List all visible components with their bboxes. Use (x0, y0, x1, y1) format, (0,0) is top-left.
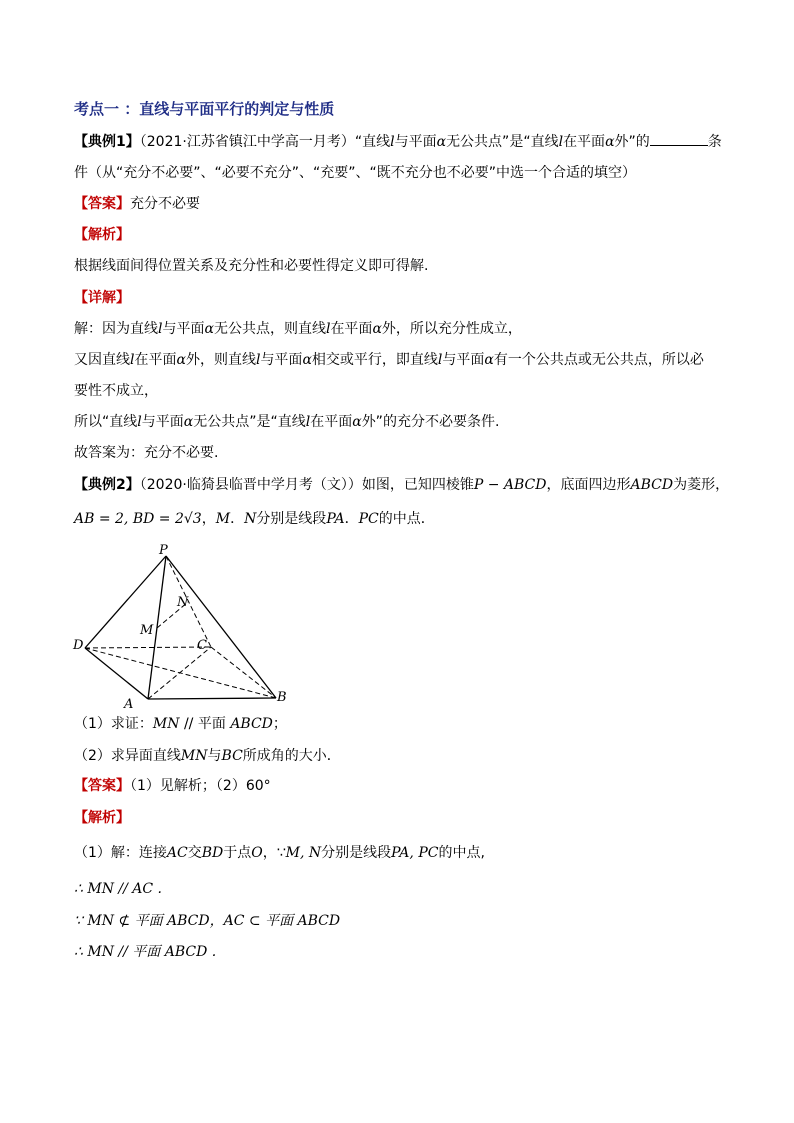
detail-text: 在平面 (330, 321, 373, 337)
ex2-tag: 【典例2】 (74, 477, 140, 493)
math-l: l (255, 352, 261, 368)
math-mn: MN (180, 748, 208, 764)
sub-text: （2）求异面直线 (74, 748, 181, 764)
detail-line3: 要性不成立， (74, 383, 158, 399)
solution-text: ，∵ (262, 845, 286, 861)
detail-text: 在平面 (310, 414, 353, 430)
math-l: l (137, 414, 142, 430)
math-l: l (437, 352, 443, 368)
section-heading: 考点一 ：直线与平面平行的判定与性质 (74, 100, 335, 118)
edge-pb (166, 556, 276, 698)
detail-text: 外，所以充分性成立， (381, 321, 522, 337)
math-alpha: α (176, 352, 186, 368)
detail-text: 与平面 (260, 352, 303, 368)
solution-text: 交 (187, 845, 202, 861)
math-alpha: α (436, 134, 447, 150)
detail-text: 在平面 (134, 352, 177, 368)
solution-text: （1）解：连接 (74, 845, 167, 861)
sub-question-2 (74, 746, 341, 766)
ex2-text: ． (230, 511, 245, 527)
ex2-source: （2020·临猗县临晋中学月考（文）） (139, 477, 362, 493)
ex2-text: 分别是线段 (256, 511, 327, 527)
ex2-text: 如图，已知四棱锥 (361, 477, 474, 493)
ex1-source: （2021·江苏省镇江中学高一月考） (139, 134, 355, 150)
edge-ab (148, 698, 276, 699)
label-m: M (140, 623, 154, 638)
detail-text: 外，则直线 (185, 352, 256, 368)
solution-line3 (74, 911, 340, 931)
ex1-text: 无公共点”是“直线 (446, 134, 559, 150)
ex1-text: 条 (707, 134, 722, 150)
detail-text: 所以“直线 (74, 414, 138, 430)
math-pyramid: P − ABCD (473, 477, 547, 493)
math-pa-pc: PA, PC (391, 845, 439, 861)
math-o: O (251, 845, 263, 861)
sub-text: （1）求证： (74, 716, 153, 732)
math-base: ABCD (630, 477, 674, 493)
detail-text: 相交或平行，即直线 (311, 352, 438, 368)
ex2-text: 的中点． (378, 511, 435, 527)
solution-text: 于点 (223, 845, 252, 861)
label-b: B (277, 690, 287, 705)
label-n: N (177, 595, 189, 610)
detail-text: 无公共点，则直线 (213, 321, 326, 337)
ex2-text: ，底面四边形 (546, 477, 631, 493)
ex1-text: 与平面 (394, 134, 437, 150)
answer-tag: 【答案】 (74, 196, 130, 212)
math-alpha: α (484, 352, 494, 368)
detail-text: 又因直线 (74, 352, 130, 368)
math-l: l (130, 352, 135, 368)
detail-text: 外”的充分不必要条件. (361, 414, 500, 430)
label-p: P (159, 543, 168, 558)
math-alpha: α (183, 414, 194, 430)
ex2-answer-line (74, 776, 271, 796)
sub-text: 所成角的大小． (242, 748, 341, 764)
math-alpha: α (372, 321, 382, 337)
math-alpha: α (302, 352, 312, 368)
math-alpha: α (204, 321, 214, 337)
ex2-text: ， (201, 511, 216, 527)
ex1-question-line2: 件（从“充分不必要”、“必要不充分”、“充要”、“既不充分也不必要”中选一个合适的填空） (74, 165, 637, 181)
detail-line1 (74, 319, 522, 339)
detail-text: 与平面 (141, 414, 184, 430)
answer-blank (650, 131, 708, 146)
solution-text: 的中点, (438, 845, 485, 861)
math-bc: BC (221, 748, 243, 764)
math-pa: PA (326, 511, 345, 527)
detail-tag: 【详解】 (74, 290, 130, 306)
math-l: l (305, 414, 311, 430)
edge-da (85, 648, 148, 699)
math-l: l (158, 321, 163, 337)
math-m: M (215, 511, 231, 527)
detail-text: 无公共点”是“直线 (193, 414, 306, 430)
math-m-n: M, N (285, 845, 322, 861)
detail-text: 与平面 (442, 352, 485, 368)
math-given: AB = 2, BD = 2√3 (74, 511, 202, 527)
math-pc: PC (358, 511, 379, 527)
sub-question-1 (74, 714, 287, 734)
ex1-question-line1 (74, 131, 722, 152)
math-alpha: α (352, 414, 362, 430)
ex2-question-line1 (74, 475, 729, 495)
math-l: l (390, 134, 395, 150)
detail-line2 (74, 350, 704, 370)
math-mn: MN (152, 716, 180, 732)
edge-dc (85, 647, 211, 648)
sub-text: // 平面 (179, 716, 231, 732)
solution-math: ∵ MN ⊄ 平面 ABCD (74, 913, 210, 929)
label-a: A (124, 697, 134, 712)
solution-line1 (74, 843, 485, 863)
detail-text: 有一个公共点或无公共点，所以必 (493, 352, 704, 368)
final-answer-line: 故答案为：充分不必要. (74, 445, 219, 461)
analysis-tag: 【解析】 (74, 227, 130, 243)
solution-line2: ∴ MN // AC . (74, 881, 162, 897)
answer-tag: 【答案】 (74, 778, 130, 794)
ex1-text: “直线 (354, 134, 391, 150)
sub-text: ； (272, 716, 287, 732)
math-l: l (325, 321, 331, 337)
solution-line4: ∴ MN // 平面 ABCD . (74, 944, 217, 960)
pyramid-figure (70, 536, 300, 714)
math-bd: BD (201, 845, 224, 861)
solution-math: ，AC ⊂ 平面 ABCD (209, 913, 341, 929)
ex2-text: ． (344, 511, 359, 527)
diagonal-db (85, 648, 276, 698)
detail-text: 解：因为直线 (74, 321, 158, 337)
diagonal-ac (148, 647, 211, 699)
edge-cb (211, 647, 276, 698)
ex1-answer-line (74, 194, 200, 214)
edge-pd (85, 556, 166, 648)
ex1-text: 在平面 (563, 134, 606, 150)
detail-text: 与平面 (162, 321, 205, 337)
ex1-text: 外”的 (614, 134, 650, 150)
ex2-question-line2 (74, 509, 435, 529)
math-base: ABCD (230, 716, 273, 732)
edge-pc (166, 556, 211, 647)
ex1-tag: 【典例1】 (74, 134, 140, 150)
analysis-tag: 【解析】 (74, 810, 130, 826)
answer-text: （1）见解析；（2）60° (130, 778, 271, 794)
math-n: N (244, 511, 257, 527)
math-l: l (558, 134, 564, 150)
label-d: D (73, 638, 84, 653)
math-ac: AC (166, 845, 188, 861)
math-alpha: α (605, 134, 615, 150)
detail-line4 (74, 412, 499, 432)
label-c: C (197, 638, 207, 653)
solution-text: 分别是线段 (321, 845, 392, 861)
sub-text: 与 (207, 748, 222, 764)
ex2-text: 为菱形， (673, 477, 730, 493)
analysis-text: 根据线面间得位置关系及充分性和必要性得定义即可得解. (74, 258, 429, 274)
answer-text: 充分不必要 (130, 196, 200, 212)
